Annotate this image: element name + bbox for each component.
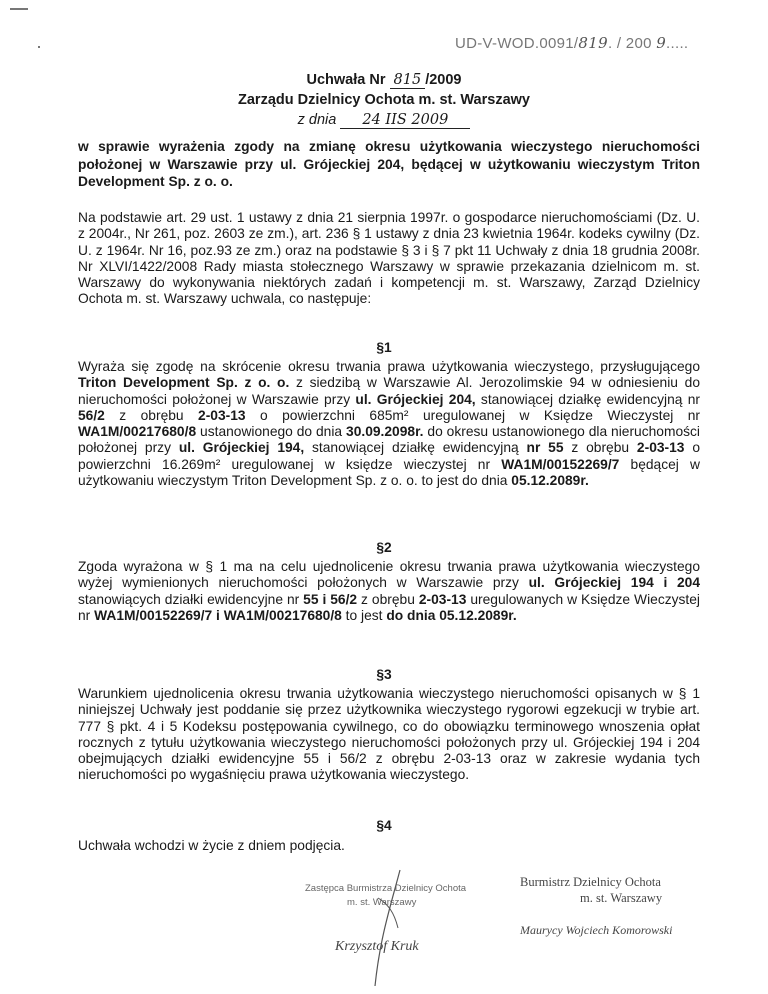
text-run: Wyraża się zgodę na skrócenie okresu trwania prawa użytkowania wieczystego, przysługującego bbox=[78, 359, 700, 374]
text-run: Warunkiem ujednolicenia okresu trwania użytkowania wieczystego nieruchomości opisanych w § 1 niniejszej Uchwały jest poddanie się przez użytkownika wieczystego rygorowi egzekucji w trybie art. 777 § pkt. 4 i 5 Kodeksu postępowania cywilnego, co do obowiązku terminowego wnoszenia opłat rocznych z tytułu użytkowania wieczystego nieruchomości położonych przy ul. Grójeckiej 194 i 204 obejmujących działki ewidencyjne 55 i 56/2 z obrębu 2-03-13 oraz w zakresie wydania tych nieruchomości po wygaśnięciu prawa użytkowania wieczystego. bbox=[78, 686, 700, 783]
bold-text-run: nr 55 bbox=[526, 440, 564, 456]
reference-number bbox=[455, 34, 688, 52]
text-run: Zgoda wyrażona w § 1 ma na celu ujednolicenie okresu trwania prawa użytkowania wieczystego wyżej wymienionych nieruchomości położonych w Warszawie przy bbox=[78, 559, 700, 591]
reference-middle: . / 200 bbox=[607, 35, 657, 52]
bold-text-run: WA1M/00152269/7 i WA1M/00217680/8 bbox=[94, 607, 342, 623]
text-run: będącej w użytkowaniu wieczystym Triton Development Sp. z o. o. to jest do dnia bbox=[78, 456, 700, 489]
scan-mark bbox=[10, 8, 28, 10]
reference-handwritten-year: 9 bbox=[656, 34, 667, 52]
section-2-body bbox=[78, 559, 700, 624]
section-3-body bbox=[78, 686, 700, 784]
resolution-date: z dnia 24 IIS 2009 bbox=[0, 110, 768, 130]
text-run: uregulowanych w Księdze Wieczystej nr bbox=[78, 591, 700, 623]
section-1-body bbox=[78, 359, 700, 489]
bold-text-run: 2-03-13 bbox=[636, 440, 685, 456]
text-run: do okresu ustanowionego dla nieruchomości położonej przy bbox=[78, 424, 700, 456]
text-run: Uchwała wchodzi w życie z dniem podjęcia. bbox=[78, 838, 345, 853]
section-2-heading: §2 bbox=[376, 540, 392, 555]
section-4-body bbox=[78, 838, 700, 854]
bold-text-run: WA1M/00152269/7 bbox=[501, 456, 620, 472]
bold-text-run: do dnia 05.12.2089r. bbox=[386, 607, 517, 623]
deputy-stamp-title: Zastępca Burmistrza Dzielnicy Ochota bbox=[305, 883, 467, 894]
signature-stroke bbox=[360, 868, 420, 988]
text-run: z obrębu bbox=[357, 591, 419, 607]
handwritten-resolution-number: 815 bbox=[390, 72, 426, 89]
mayor-stamp-city: m. st. Warszawy bbox=[580, 891, 663, 905]
text-run: stanowiącej działkę ewidencyjną bbox=[304, 440, 527, 456]
resolution-issuer: Zarządu Dzielnicy Ochota m. st. Warszawy bbox=[238, 92, 530, 108]
bold-text-run: 2-03-13 bbox=[418, 591, 467, 607]
resolution-title: Uchwała Nr 815 /2009 bbox=[306, 72, 462, 88]
section-3-heading: §3 bbox=[376, 667, 392, 682]
text-run: z siedzibą w Warszawie Al. Jerozolimskie 94 w odniesieniu do nieruchomości położonej w Warszawie przy bbox=[78, 375, 700, 407]
text-run: ustanowionego do dnia bbox=[196, 424, 347, 440]
text-run: z obrębu bbox=[563, 440, 637, 456]
deputy-stamp-city: m. st. Warszawy bbox=[347, 897, 417, 908]
bold-text-run: WA1M/00217680/8 bbox=[78, 424, 197, 440]
mayor-stamp-title: Burmistrz Dzielnicy Ochota bbox=[520, 875, 661, 889]
bold-text-run: Triton Development Sp. z o. o. bbox=[78, 375, 290, 391]
bold-text-run: ul. Grójeckiej 204, bbox=[355, 391, 476, 407]
text-run: stanowiących działki ewidencyjne nr bbox=[78, 591, 304, 607]
preamble-paragraph: Na podstawie art. 29 ust. 1 ustawy z dnia 21 sierpnia 1997r. o gospodarce nieruchomościami (Dz. U. z 2004r., Nr 261, poz. 2603 ze zm.), art. 236 § 1 ustawy z dnia 23 kwietnia 1964r. kodeks cywilny (Dz. U. z 1964r. Nr 16, poz.93 ze zm.) oraz na podstawie § 3 i § 7 pkt 11 Uchwały z dnia 18 grudnia 2008r. Nr XLVI/1422/2008 Rady miasta stołecznego Warszawy w sprawie przekazania dzielnicom m. st. Warszawy do wykonywania niektórych zadań i kompetencji m. st. Warszawy, Zarząd Dzielnicy Ochota m. st. Warszawy uchwala, co następuje: bbox=[78, 210, 700, 307]
bold-text-run: ul. Grójeckiej 194, bbox=[178, 440, 305, 456]
text-run: o powierzchni 685m² uregulowanej w Księdze Wieczystej nr bbox=[245, 407, 701, 423]
resolution-subject: w sprawie wyrażenia zgody na zmianę okresu użytkowania wieczystego nieruchomości położonej w Warszawie przy ul. Grójeckiej 204, będącej w użytkowaniu wieczystym Triton Development Sp. z o. o. bbox=[78, 139, 700, 189]
bold-text-run: 05.12.2089r. bbox=[511, 473, 589, 489]
bold-text-run: 2-03-13 bbox=[198, 407, 246, 423]
bold-text-run: ul. Grójeckiej 194 i 204 bbox=[528, 575, 700, 591]
reference-handwritten-number: 819 bbox=[578, 34, 608, 52]
mayor-signature: Maurycy Wojciech Komorowski bbox=[520, 923, 673, 937]
bold-text-run: 30.09.2098r. bbox=[346, 424, 424, 440]
handwritten-date: 24 IIS 2009 bbox=[340, 112, 470, 129]
text-run: stanowiącej działkę ewidencyjną nr bbox=[475, 391, 700, 407]
reference-prefix: UD-V-WOD.0091/ bbox=[455, 35, 579, 52]
section-4-heading: §4 bbox=[376, 818, 392, 833]
mayor-stamp bbox=[520, 874, 672, 938]
bold-text-run: 56/2 bbox=[78, 407, 105, 423]
scan-mark bbox=[38, 46, 40, 48]
bold-text-run: 55 i 56/2 bbox=[303, 591, 358, 607]
text-run: z obrębu bbox=[104, 407, 199, 423]
text-run: o powierzchni 16.269m² uregulowanej w księdze wieczystej nr bbox=[78, 440, 700, 472]
text-run: to jest bbox=[341, 607, 387, 623]
reference-suffix: ..... bbox=[666, 35, 689, 52]
deputy-mayor-signature: Krzysztof Kruk bbox=[335, 939, 419, 954]
section-1-heading: §1 bbox=[376, 340, 392, 355]
resolution-header bbox=[0, 70, 768, 130]
